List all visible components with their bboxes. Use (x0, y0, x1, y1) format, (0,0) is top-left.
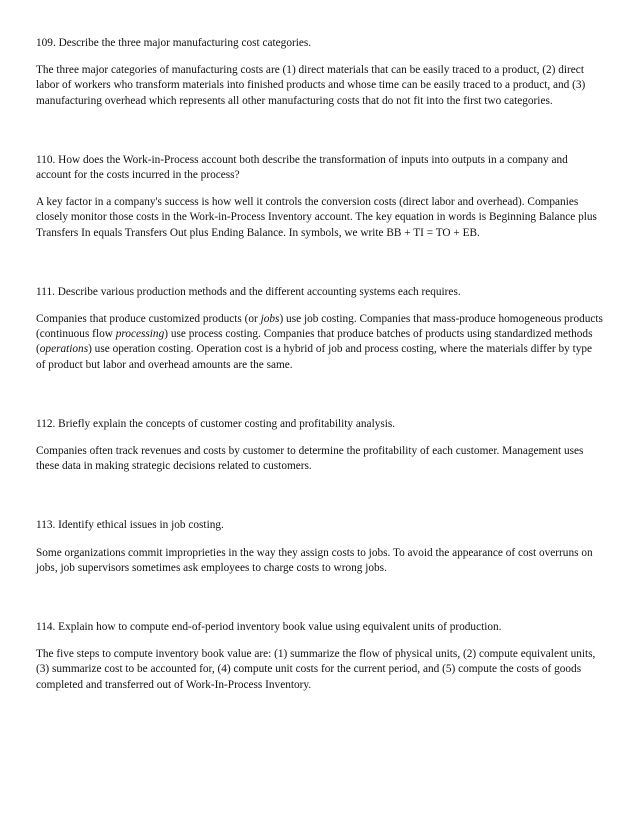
answer-text: Companies often track revenues and costs by customer to determine the profitability of each customer. Management uses these data in making strategic decisions related to customers. (36, 445, 584, 473)
italic-term-jobs: jobs (260, 313, 280, 326)
answer-text: A key factor in a company's success is how well it controls the conversion costs (direct labor and overhead). Companies closely monitor those costs in the Work-in-Process Inventory account. The key equation in words is Beginning Balance plus Transfers In equals Transfers Out plus Ending Balance. In symbols, we write BB + TI = TO + EB. (36, 196, 597, 239)
question-text: 113. Identify ethical issues in job costing. (36, 519, 224, 532)
answer-text: The five steps to compute inventory book value are: (1) summarize the flow of physical units, (2) compute equivalent units, (3) summarize cost to be accounted for, (4) compute unit costs for the current period, and (5) compute the costs of goods completed and transferred out of Work-In-Process Inventory. (36, 648, 596, 691)
question-text: 111. Describe various production methods and the different accounting systems each requires. (36, 285, 461, 298)
answer-text: The three major categories of manufacturing costs are (1) direct materials that can be easily traced to a product, (2) direct labor of workers who transform materials into finished products and whose time can be easily traced to a product, and (3) manufacturing overhead which represents all other manufacturing costs that do not fit into the first two categories. (36, 64, 586, 107)
answer-text: Some organizations commit improprieties in the way they assign costs to jobs. To avoid the appearance of cost overruns on jobs, job supervisors sometimes ask employees to charge costs to wrong jobs. (36, 546, 593, 574)
answer-fragment: ) use operation costing. Operation cost is a hybrid of job and process costing, where the materials differ by type of product but labor and overhead amounts are the same. (36, 343, 593, 371)
qa-item-109 (36, 36, 604, 109)
qa-item-112 (36, 417, 604, 475)
italic-term-processing: processing (115, 328, 165, 341)
italic-term-operations: operations (39, 343, 89, 356)
answer-fragment: ) use process costing. Companies that produce batches of products using standardized methods ( (36, 328, 593, 356)
question-text: 112. Briefly explain the concepts of customer costing and profitability analysis. (36, 417, 396, 430)
qa-item-114 (36, 620, 604, 693)
question-text: 110. How does the Work-in-Process account both describe the transformation of inputs into outputs in a company and account for the costs incurred in the process? (36, 153, 568, 182)
qa-item-113 (36, 518, 604, 576)
qa-item-111 (36, 285, 604, 373)
question-text: 109. Describe the three major manufacturing cost categories. (36, 37, 312, 49)
answer-fragment: Companies that produce customized products (or (36, 313, 261, 326)
answer-text (36, 312, 604, 373)
qa-item-110 (36, 153, 604, 241)
question-text: 114. Explain how to compute end-of-period inventory book value using equivalent units of production. (36, 621, 502, 634)
document-page (36, 36, 604, 737)
answer-fragment: ) use job costing. Companies that mass-produce homogeneous products (continuous flow (36, 313, 603, 341)
